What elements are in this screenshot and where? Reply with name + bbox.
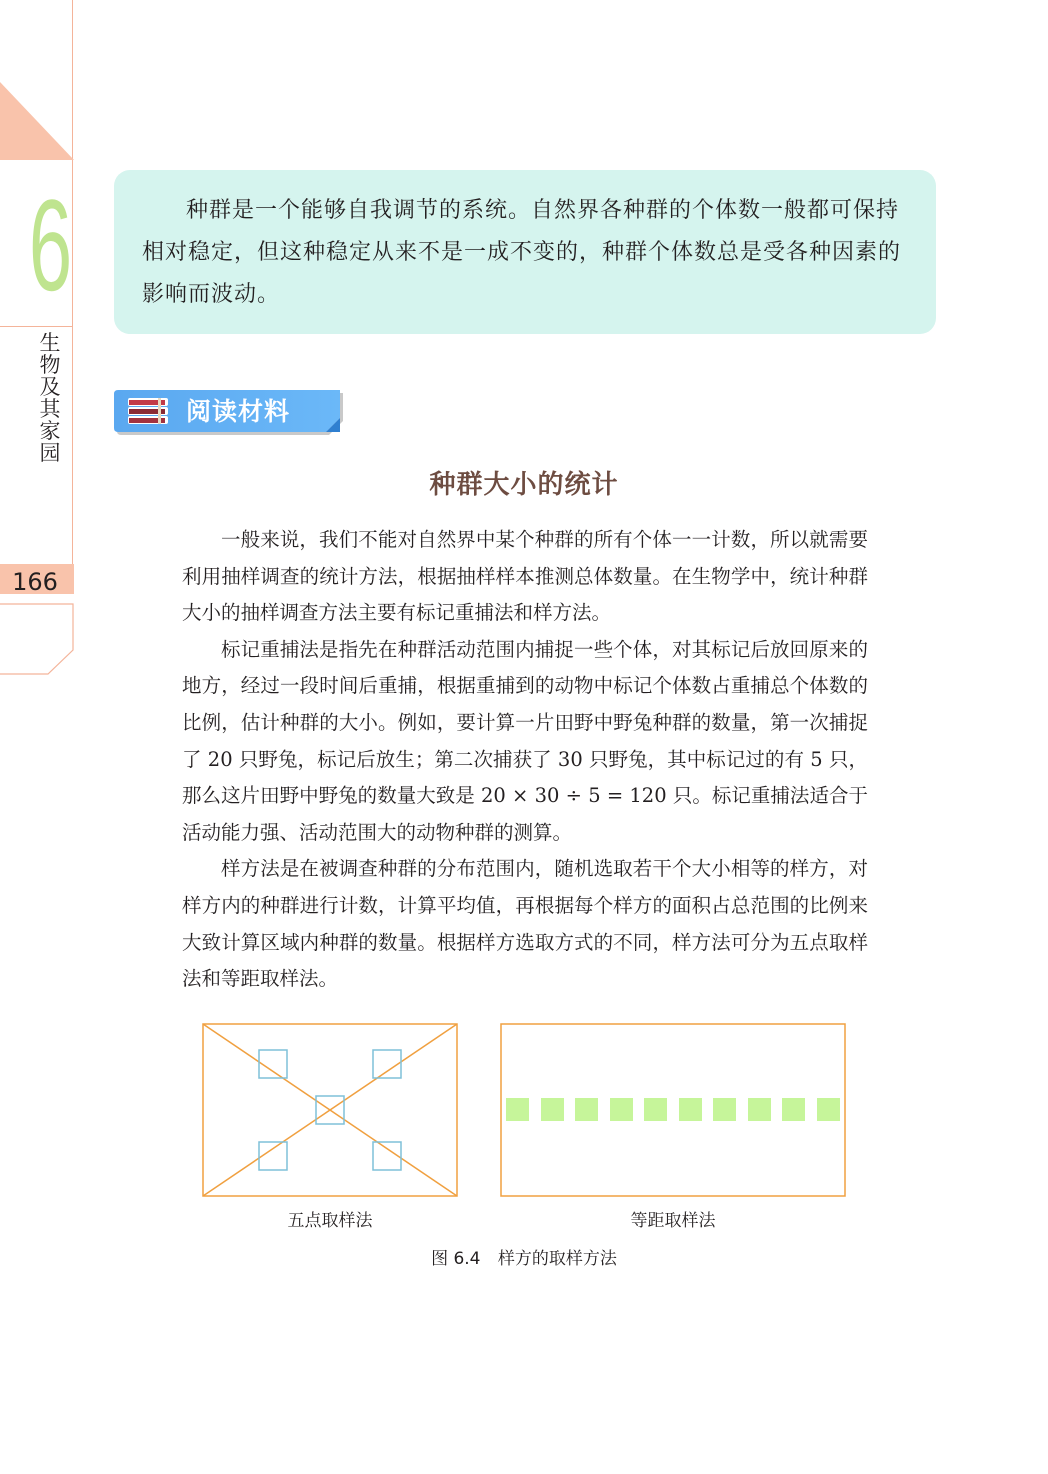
corner-triangle-decoration	[0, 82, 74, 160]
figure-caption	[0, 1244, 1048, 1269]
reading-material-label: 阅读材料	[186, 397, 291, 426]
figure-caption-text: 样方的取样方法	[497, 1249, 617, 1269]
article-body	[182, 522, 868, 998]
article-title: 种群大小的统计	[429, 470, 619, 500]
page-number: 166	[12, 568, 58, 596]
sample-square	[679, 1098, 702, 1121]
sample-square	[575, 1098, 598, 1121]
sample-square	[506, 1098, 529, 1121]
equidistant-sampling-diagram	[501, 1024, 845, 1196]
equidistant-label: 等距取样法	[630, 1211, 716, 1231]
five-point-label: 五点取样法	[287, 1211, 373, 1231]
chapter-separator	[0, 326, 73, 327]
sample-square	[644, 1098, 667, 1121]
sample-square	[782, 1098, 805, 1121]
article-paragraph: 一般来说，我们不能对自然界中某个种群的所有个体一一计数，所以就需要利用抽样调查的统计方法，根据抽样样本推测总体数量。在生物学中，统计种群大小的抽样调查方法主要有标记重捕法和样方法。	[182, 528, 868, 625]
summary-box	[114, 170, 936, 334]
five-point-sampling-diagram	[203, 1024, 457, 1196]
book-stack-icon	[128, 398, 168, 424]
sample-square	[748, 1098, 771, 1121]
sample-square	[541, 1098, 564, 1121]
sample-square	[713, 1098, 736, 1121]
figure-number: 图 6.4	[431, 1249, 481, 1269]
summary-text: 种群是一个能够自我调节的系统。自然界各种群的个体数一般都可保持相对稳定，但这种稳定从来不是一成不变的，种群个体数总是受各种因素的影响而波动。	[142, 198, 902, 307]
article-paragraph: 标记重捕法是指先在种群活动范围内捕捉一些个体，对其标记后放回原来的地方，经过一段时间后重捕，根据重捕到的动物中标记个体数占重捕总个体数的比例，估计种群的大小。例如，要计算一片田野中野兔种群的数量，第一次捕捉了 20 只野兔，标记后放生；第二次捕获了 30 只野兔，其中标记过的有 5 只，那么这片田野中野兔的数量大致是 20 × 30 ÷ 5 = 120 只。标记重捕法适合于活动能力强、活动范围大的动物种群的测算。	[182, 637, 868, 844]
chapter-title: 生物及其家园	[39, 331, 61, 465]
sampling-figure	[0, 1010, 1048, 1210]
sample-square	[610, 1098, 633, 1121]
chapter-number: 6	[28, 172, 73, 318]
sample-square	[817, 1098, 840, 1121]
article-paragraph: 样方法是在被调查种群的分布范围内，随机选取若干个大小相等的样方，对样方内的种群进行计数，计算平均值，再根据每个样方的面积占总范围的比例来大致计算区域内种群的数量。根据样方选取方式的不同，样方法可分为五点取样法和等距取样法。	[182, 857, 868, 991]
